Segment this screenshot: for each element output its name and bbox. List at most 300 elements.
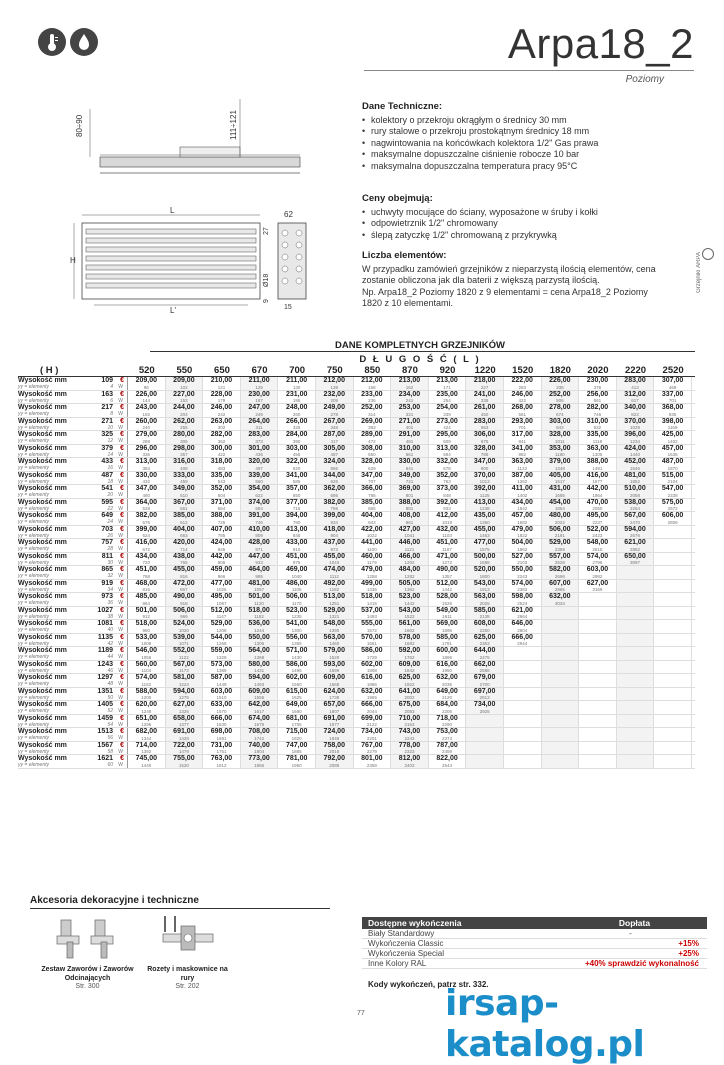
- cell-price: 248,00: [285, 404, 308, 411]
- cell-watts: 1365: [291, 641, 302, 646]
- table-cell: [429, 526, 467, 539]
- row-height: 865: [101, 566, 113, 573]
- row-elements: 60: [107, 762, 113, 768]
- cell-price: 697,00: [473, 687, 496, 695]
- cell-watts: 2103: [517, 560, 528, 565]
- dim-27: 27: [263, 227, 270, 235]
- cell-watts: 1258: [366, 573, 377, 579]
- cell-watts: 1812: [216, 762, 227, 768]
- row-height: 163: [101, 390, 113, 398]
- cell-price: 424,00: [624, 444, 646, 452]
- cell-price: 347,00: [135, 485, 157, 492]
- table-cell: [542, 661, 580, 674]
- cell-watts: 1103: [442, 533, 452, 538]
- accessory-valves[interactable]: [40, 912, 135, 991]
- row-height-label: Wysokość mm: [18, 660, 67, 668]
- cell-price: 563,00: [323, 633, 345, 641]
- cell-watts: 376: [593, 384, 602, 390]
- euro-icon: €: [120, 647, 124, 654]
- cell-watts: 960: [142, 627, 151, 633]
- table-cell: [316, 580, 354, 593]
- accessory-rosettes[interactable]: [145, 912, 230, 991]
- cell-price: 230,00: [586, 377, 609, 384]
- cell-price: 218,00: [473, 377, 496, 384]
- cell-watts: 765: [330, 506, 339, 511]
- cell-watts: 2804: [517, 627, 528, 633]
- length-header: 920: [439, 365, 456, 376]
- cell-watts: 2058: [630, 492, 641, 498]
- row-label: [18, 674, 128, 687]
- side-label-2: ARPA: [696, 252, 702, 268]
- cell-price: 602,00: [285, 674, 308, 681]
- row-height-label: Wysokość mm: [18, 674, 67, 681]
- cell-watts: 918: [180, 600, 188, 606]
- row-elements: 24: [107, 519, 113, 525]
- cell-price: 234,00: [398, 390, 421, 398]
- cell-price: 624,00: [323, 687, 345, 695]
- table-cell: [278, 526, 316, 539]
- row-height-label: Wysokość mm: [18, 377, 67, 384]
- table-cell: [316, 566, 354, 579]
- cell-watts: 1522: [404, 614, 415, 619]
- cell-price: 382,00: [135, 512, 157, 519]
- length-header: 2220: [624, 365, 647, 376]
- row-elements-label: yy = elementy: [18, 762, 49, 768]
- tech-item: • maksymalne dopuszczalne ciśnienie robocze 10 bar: [362, 149, 598, 161]
- cell-price: 567,00: [173, 660, 195, 668]
- side-view-diagram: [70, 95, 320, 195]
- cell-watts: 1922: [404, 681, 415, 687]
- table-cell: [542, 742, 580, 755]
- row-elements-label: yy = elementy: [18, 694, 49, 701]
- cell-price: 330,00: [398, 458, 421, 465]
- table-cell: [617, 674, 655, 687]
- row-height: 703: [101, 525, 113, 533]
- table-cell: [203, 485, 241, 498]
- cell-watts: 487: [330, 452, 339, 457]
- table-cell: [241, 499, 279, 512]
- cell-watts: 2163: [404, 722, 415, 727]
- cell-watts: 1729: [366, 654, 377, 660]
- table-cell: [654, 404, 692, 417]
- table-cell: [128, 674, 166, 687]
- cell-price: 556,00: [285, 633, 308, 641]
- row-height: 1081: [97, 620, 113, 627]
- row-height-label: Wysokość mm: [18, 687, 67, 695]
- row-elements: 14: [107, 451, 113, 458]
- table-row: [18, 526, 695, 540]
- cell-price: 773,00: [248, 755, 270, 762]
- cell-price: 724,00: [323, 728, 345, 735]
- table-cell: [128, 620, 166, 633]
- row-height-label: Wysokość mm: [18, 566, 67, 573]
- row-elements-label: yy = elementy: [18, 438, 49, 444]
- cell-price: 722,00: [173, 741, 195, 749]
- table-cell: [128, 499, 166, 512]
- watt-icon: W: [118, 492, 123, 498]
- row-height-label: Wysokość mm: [18, 647, 67, 654]
- cell-watts: 96: [143, 384, 149, 390]
- cell-price: 418,00: [323, 525, 345, 533]
- table-cell: [316, 458, 354, 471]
- length-header: 650: [214, 365, 230, 376]
- table-cell: [542, 647, 580, 660]
- cell-watts: 1691: [216, 735, 227, 741]
- cell-watts: 1321: [329, 614, 340, 619]
- cell-price: 681,00: [285, 714, 308, 722]
- watt-icon: W: [118, 546, 123, 552]
- watt-icon: W: [118, 532, 123, 539]
- cell-price: 574,00: [511, 579, 533, 587]
- cell-price: 280,00: [173, 431, 195, 438]
- row-elements: 54: [107, 721, 113, 728]
- cell-watts: 195: [292, 398, 301, 403]
- table-cell: [466, 377, 504, 390]
- table-cell: [504, 580, 542, 593]
- table-cell: [466, 607, 504, 620]
- table-cell: [354, 512, 392, 525]
- cell-watts: 1087: [216, 600, 227, 606]
- table-cell: [354, 593, 392, 606]
- table-cell: [429, 512, 467, 525]
- cell-watts: 816: [142, 587, 151, 592]
- row-elements: 6: [110, 397, 113, 404]
- table-cell: [391, 674, 429, 687]
- finish-code-note: Kody wykończeń, patrz str. 332.: [368, 980, 489, 989]
- watt-icon: W: [118, 573, 123, 579]
- cell-watts: 1182: [329, 587, 340, 592]
- row-elements-label: yy = elementy: [18, 748, 49, 755]
- length-header: 700: [289, 365, 306, 376]
- table-cell: [429, 620, 467, 633]
- cell-watts: 1152: [141, 681, 152, 687]
- table-cell: [654, 539, 692, 552]
- euro-icon: €: [120, 620, 124, 627]
- table-cell: [429, 458, 467, 471]
- cell-watts: 1854: [554, 506, 565, 511]
- cell-price: 337,00: [661, 390, 684, 398]
- cell-price: 433,00: [285, 539, 308, 546]
- cell-price: 573,00: [210, 660, 233, 668]
- watt-icon: W: [118, 708, 123, 714]
- cell-watts: 158: [368, 384, 376, 390]
- watt-icon: W: [118, 478, 123, 485]
- cell-watts: 1282: [404, 573, 415, 579]
- table-cell: [466, 634, 504, 647]
- row-label: [18, 607, 128, 620]
- cell-price: 581,00: [173, 674, 195, 681]
- cell-watts: 2459: [442, 749, 453, 754]
- table-cell: [654, 431, 692, 444]
- cell-price: 714,00: [135, 741, 157, 749]
- cell-price: 470,00: [586, 498, 609, 506]
- table-title: DANE KOMPLETNYCH GRZEJNIKÓW: [335, 340, 505, 351]
- table-cell: [278, 553, 316, 566]
- cell-price: 547,00: [661, 485, 684, 492]
- cell-price: 641,00: [398, 687, 421, 695]
- cell-watts: 961: [405, 519, 414, 525]
- watt-icon: W: [118, 627, 123, 633]
- cell-watts: 1275: [178, 695, 189, 700]
- cell-price: 341,00: [511, 444, 533, 452]
- cell-watts: 1272: [442, 560, 453, 565]
- table-cell: [203, 404, 241, 417]
- cell-watts: 1965: [366, 695, 377, 700]
- table-cell: [504, 445, 542, 458]
- euro-icon: €: [120, 606, 124, 614]
- cell-watts: 720: [142, 560, 151, 565]
- cell-price: 256,00: [586, 390, 609, 398]
- table-cell: [203, 715, 241, 728]
- table-cell: [316, 755, 354, 768]
- price-includes: [362, 193, 598, 241]
- cell-watts: 714: [180, 546, 188, 552]
- cell-watts: 1877: [329, 722, 340, 727]
- table-cell: [466, 701, 504, 714]
- table-cell: [504, 674, 542, 687]
- cell-price: 710,00: [398, 714, 421, 722]
- cell-watts: 864: [142, 600, 151, 606]
- cell-watts: 241: [405, 398, 414, 403]
- side-height-label: 80÷90: [75, 114, 84, 137]
- cell-watts: 2383: [517, 587, 528, 592]
- table-cell: [316, 593, 354, 606]
- cell-price: 322,00: [285, 458, 308, 465]
- table-cell: [654, 418, 692, 431]
- euro-icon: €: [120, 741, 124, 749]
- cell-watts: 2250: [479, 627, 490, 633]
- table-cell: [579, 742, 617, 755]
- cell-watts: 1526: [442, 600, 453, 606]
- elem-text: W przypadku zamówień grzejników z nieparzystą ilością elementów, cena zostanie obliczona jak dla baterii z większą parzystą ilością.: [362, 263, 656, 285]
- cell-watts: 1668: [329, 681, 340, 687]
- cell-price: 332,00: [436, 458, 458, 465]
- table-cell: [354, 580, 392, 593]
- cell-watts: 1040: [291, 573, 302, 579]
- table-cell: [241, 391, 279, 404]
- cell-watts: 401: [405, 425, 414, 430]
- row-height-label: Wysokość mm: [18, 404, 67, 411]
- table-cell: [354, 539, 392, 552]
- cell-price: 454,00: [549, 498, 571, 506]
- cell-price: 354,00: [248, 485, 270, 492]
- cell-watts: 1305: [592, 452, 603, 457]
- table-cell: [241, 512, 279, 525]
- table-cell: [128, 715, 166, 728]
- cell-watts: 2022: [554, 519, 565, 525]
- cell-watts: 1008: [141, 641, 152, 646]
- cell-watts: 1738: [329, 695, 340, 700]
- table-cell: [429, 404, 467, 417]
- cell-watts: 1820: [291, 735, 302, 741]
- cell-price: 763,00: [210, 755, 233, 762]
- cell-watts: 2610: [592, 546, 603, 552]
- table-cell: [203, 391, 241, 404]
- cell-watts: 1682: [517, 519, 528, 525]
- model-title: Arpa18_2: [507, 20, 694, 67]
- cell-price: 300,00: [210, 444, 233, 452]
- cell-watts: 2363: [479, 641, 490, 646]
- table-cell: [354, 607, 392, 620]
- row-elements: 26: [107, 532, 113, 539]
- table-cell: [654, 445, 692, 458]
- cell-price: 657,00: [323, 701, 345, 708]
- table-cell: [203, 458, 241, 471]
- table-cell: [166, 661, 204, 674]
- table-cell: [542, 620, 580, 633]
- table-cell: [354, 566, 392, 579]
- table-row: [18, 391, 695, 405]
- cell-watts: 701: [518, 425, 526, 430]
- table-cell: [241, 539, 279, 552]
- table-cell: [654, 728, 692, 741]
- cell-price: 289,00: [361, 431, 383, 438]
- table-cell: [391, 485, 429, 498]
- table-cell: [203, 431, 241, 444]
- table-cell: [579, 404, 617, 417]
- cell-price: 582,00: [549, 566, 571, 573]
- table-cell: [579, 580, 617, 593]
- cell-price: 538,00: [624, 498, 646, 506]
- cell-price: 398,00: [661, 417, 684, 425]
- table-cell: [391, 499, 429, 512]
- table-cell: [203, 580, 241, 593]
- cell-price: 404,00: [361, 512, 383, 519]
- table-cell: [429, 674, 467, 687]
- cell-price: 537,00: [361, 606, 383, 614]
- table-cell: [241, 661, 279, 674]
- cell-watts: 1235: [291, 614, 302, 619]
- cell-price: 446,00: [398, 539, 421, 546]
- row-height: 325: [101, 431, 113, 438]
- cell-watts: 506: [556, 398, 564, 403]
- cell-price: 212,00: [361, 377, 383, 384]
- cell-watts: 373: [255, 438, 263, 444]
- table-cell: [278, 445, 316, 458]
- price-title: Ceny obejmują:: [362, 193, 433, 204]
- cell-price: 609,00: [323, 674, 345, 681]
- table-cell: [542, 566, 580, 579]
- table-cell: [278, 377, 316, 390]
- cell-price: 822,00: [436, 755, 458, 762]
- cell-watts: 240: [142, 425, 151, 430]
- table-row: [18, 674, 695, 688]
- cell-price: 571,00: [285, 647, 308, 654]
- euro-icon: €: [120, 674, 124, 681]
- table-cell: [166, 755, 204, 768]
- table-cell: [203, 634, 241, 647]
- cell-price: 548,00: [323, 620, 345, 627]
- cell-price: 609,00: [248, 687, 270, 695]
- cell-watts: 1121: [404, 546, 415, 552]
- length-header: 520: [138, 365, 155, 376]
- table-cell: [466, 566, 504, 579]
- cell-price: 495,00: [210, 593, 233, 600]
- watt-icon: W: [118, 559, 123, 566]
- dim-15: 15: [284, 304, 292, 311]
- cell-watts: 1306: [254, 641, 265, 646]
- row-elements: 46: [107, 667, 113, 674]
- cell-price: 278,00: [549, 404, 571, 411]
- cell-watts: 1696: [442, 627, 453, 633]
- cell-price: 422,00: [361, 525, 383, 533]
- table-cell: [617, 634, 655, 647]
- cell-watts: 2085: [329, 762, 340, 768]
- cell-watts: 1057: [254, 587, 265, 592]
- cell-watts: 975: [292, 560, 301, 565]
- cell-price: 366,00: [361, 485, 383, 492]
- table-cell: [391, 593, 429, 606]
- table-cell: [316, 607, 354, 620]
- cell-watts: 1200: [141, 695, 152, 700]
- table-cell: [542, 418, 580, 431]
- table-cell: [579, 458, 617, 471]
- cell-watts: 1326: [178, 708, 189, 714]
- cell-price: 227,00: [173, 390, 195, 398]
- table-cell: [316, 661, 354, 674]
- table-cell: [654, 661, 692, 674]
- cell-watts: 1296: [141, 722, 152, 727]
- cell-price: 241,00: [473, 390, 496, 398]
- element-count-info: [362, 250, 662, 310]
- table-cell: [466, 418, 504, 431]
- cell-price: 335,00: [586, 431, 609, 438]
- table-cell: [466, 755, 504, 768]
- cell-price: 340,00: [624, 404, 646, 411]
- cell-price: 373,00: [436, 485, 458, 492]
- cell-price: 588,00: [135, 687, 157, 695]
- table-cell: [203, 688, 241, 701]
- table-cell: [241, 634, 279, 647]
- cell-watts: 3034: [554, 600, 565, 606]
- table-cell: [504, 418, 542, 431]
- cell-watts: 1112: [329, 573, 339, 579]
- cell-watts: 1852: [630, 479, 641, 484]
- table-cell: [278, 728, 316, 741]
- cell-price: 682,00: [135, 728, 157, 735]
- cell-price: 472,00: [173, 579, 195, 587]
- table-cell: [128, 404, 166, 417]
- table-cell: [203, 553, 241, 566]
- cell-price: 328,00: [473, 444, 496, 452]
- table-cell: [316, 404, 354, 417]
- table-cell: [617, 404, 655, 417]
- table-cell: [316, 418, 354, 431]
- row-label: [18, 566, 128, 579]
- cell-watts: 424: [443, 425, 451, 430]
- cell-watts: 2944: [517, 641, 528, 646]
- watt-icon: W: [118, 640, 123, 647]
- cell-price: 266,00: [285, 417, 308, 425]
- cell-watts: 3169: [592, 587, 603, 592]
- cell-watts: 848: [443, 492, 451, 498]
- cell-watts: 314: [368, 411, 376, 417]
- table-cell: [579, 607, 617, 620]
- row-label: [18, 512, 128, 525]
- cell-watts: 935: [668, 411, 677, 417]
- cell-watts: 1517: [554, 479, 565, 484]
- cell-watts: 1946: [329, 735, 340, 741]
- watt-icon: W: [118, 721, 123, 728]
- thermometer-icon: [38, 28, 66, 56]
- cell-watts: 585: [292, 479, 301, 484]
- table-cell: [278, 755, 316, 768]
- cell-price: 312,00: [624, 390, 646, 398]
- row-elements-label: yy = elementy: [18, 721, 49, 728]
- table-cell: [617, 593, 655, 606]
- row-elements-label: yy = elementy: [18, 600, 49, 606]
- row-elements: 52: [107, 708, 113, 714]
